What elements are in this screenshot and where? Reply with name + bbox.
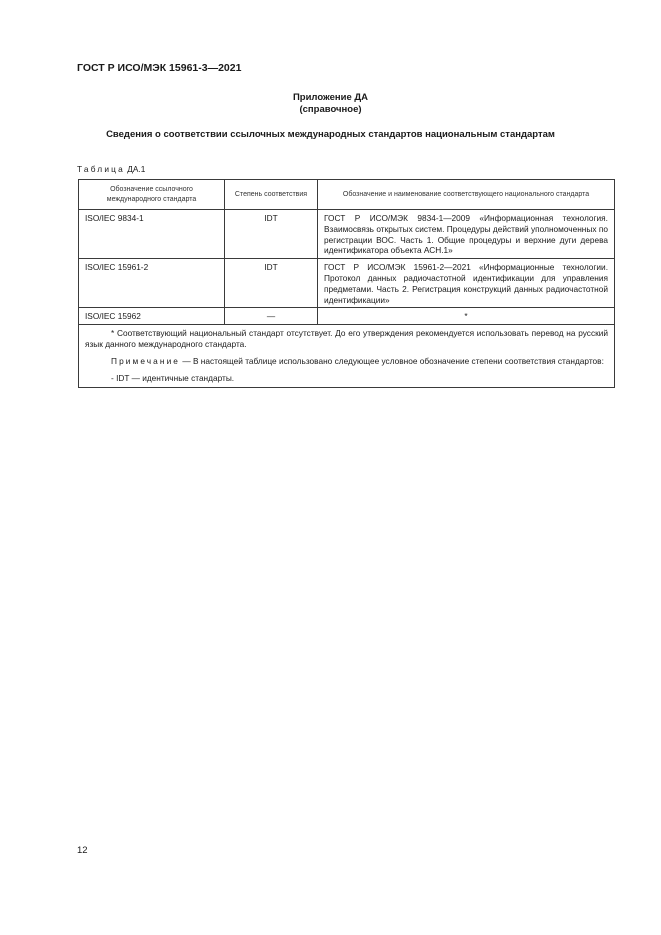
table-header-row [79, 180, 615, 210]
table-row [79, 259, 615, 308]
cell-standard: ISO/IEC 9834-1 [79, 210, 225, 259]
cell-degree: IDT [225, 210, 318, 259]
section-title: Сведения о соответствии ссылочных международных стандартов национальным стандартам [106, 129, 555, 140]
page-number: 12 [77, 845, 88, 856]
note-list-item: - IDT — идентичные стандарты. [111, 372, 235, 383]
annex-heading [0, 92, 661, 116]
document-header: ГОСТ Р ИСО/МЭК 15961-3—2021 [77, 62, 242, 74]
correspondence-table [78, 179, 615, 388]
note-label: Примечание [111, 355, 181, 366]
header-degree: Степень соответствия [225, 180, 318, 210]
cell-degree: IDT [225, 259, 318, 308]
table-notes-row [79, 325, 615, 388]
table-row [79, 210, 615, 259]
table-caption-word: Таблица [77, 164, 125, 174]
table-note [85, 356, 608, 367]
annex-subtitle: (справочное) [299, 104, 362, 115]
table-notes [79, 325, 615, 388]
header-reference-standard: Обозначение ссылочного международного стандарта [79, 180, 225, 210]
header-national-standard: Обозначение и наименование соответствующего национального стандарта [318, 180, 615, 210]
table-footnote: * Соответствующий национальный стандарт отсутствует. До его утверждения рекомендуется использовать перевод на русский язык данного международного стандарта. [85, 328, 608, 349]
cell-standard: ISO/IEC 15961-2 [79, 259, 225, 308]
cell-national: ГОСТ Р ИСО/МЭК 9834-1—2009 «Информационная технология. Взаимосвязь открытых систем. Процедуры действий уполномоченных по регистрации ВОС. Часть 1. Общие процедуры и верхние дуги дерева идентификатора объекта АСН.1» [318, 210, 615, 259]
table-caption-id: ДА.1 [127, 164, 146, 174]
annex-title: Приложение ДА [292, 92, 369, 103]
table-caption [77, 164, 145, 174]
cell-standard: ISO/IEC 15962 [79, 308, 225, 325]
cell-national: ГОСТ Р ИСО/МЭК 15961-2—2021 «Информационные технологии. Протокол данных радиочастотной идентификации для управления предметами. Часть 2. Регистрация конструкций данных радиочастотной идентификации» [318, 259, 615, 308]
note-text: — В настоящей таблице использовано следующее условное обозначение степени соответствия стандартов: [180, 355, 604, 366]
cell-national: * [318, 308, 615, 325]
cell-degree: — [225, 308, 318, 325]
table-row [79, 308, 615, 325]
